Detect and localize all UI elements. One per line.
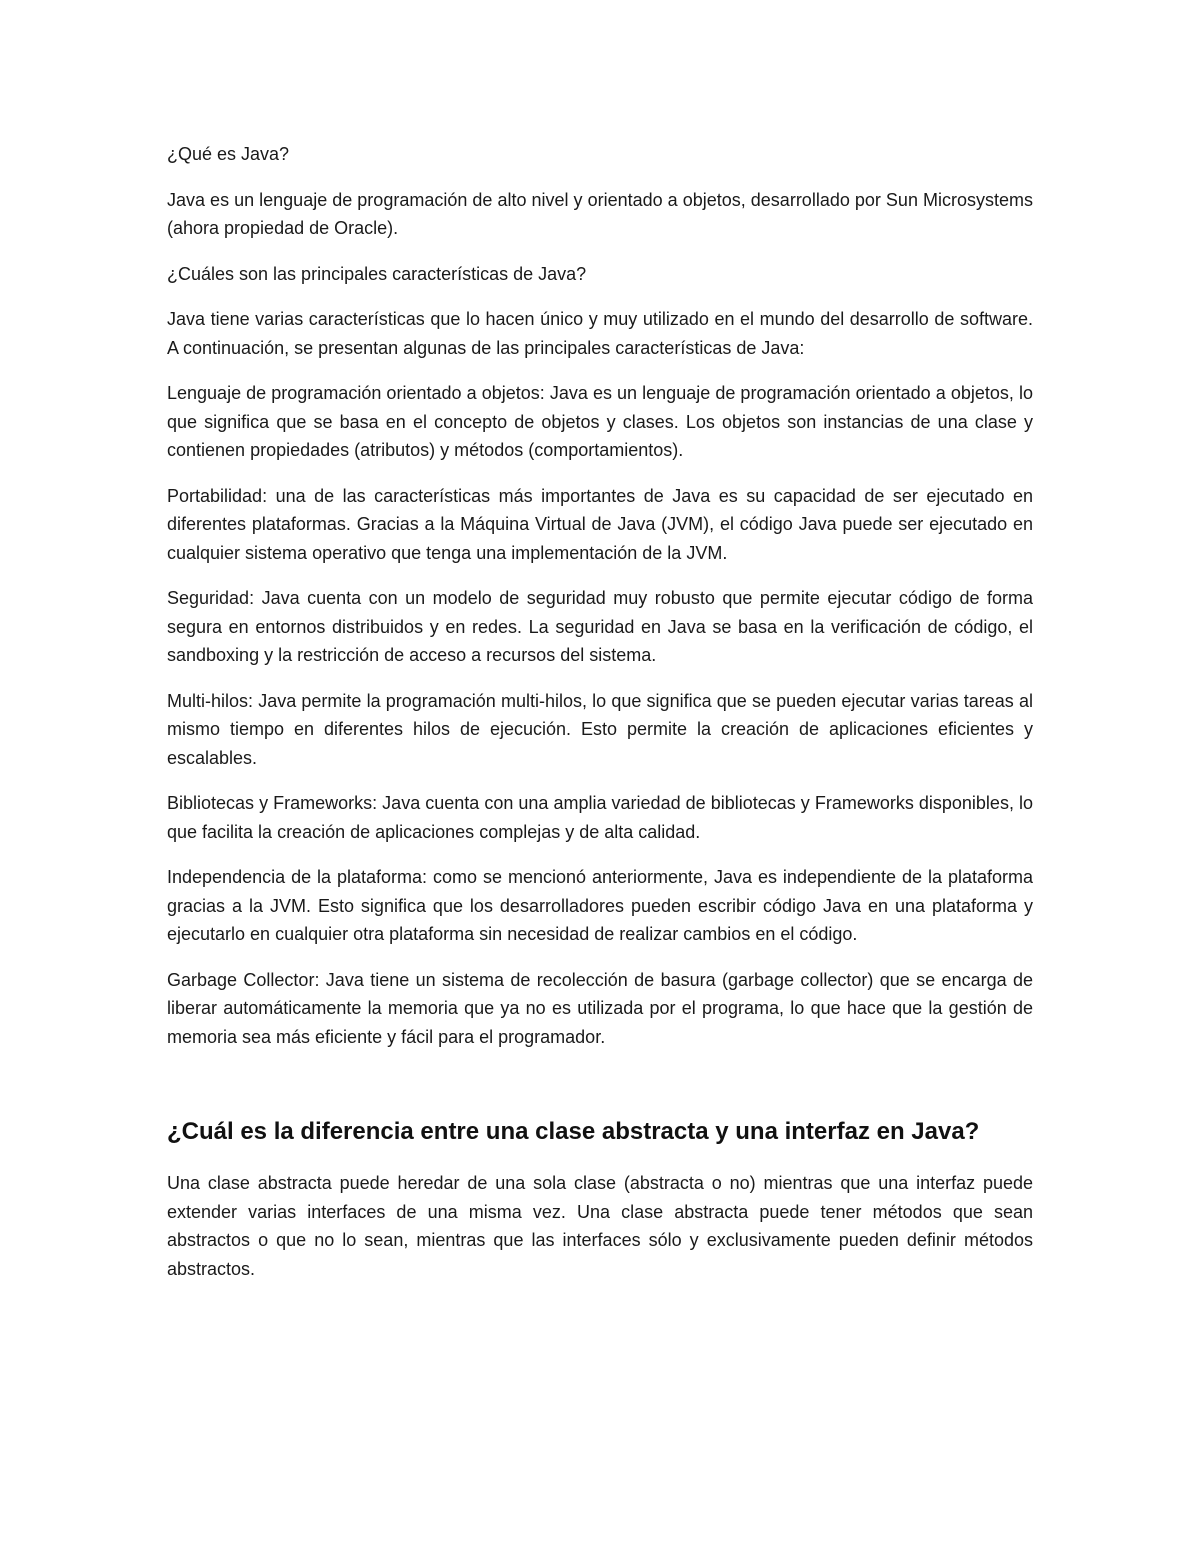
feature-oop: Lenguaje de programación orientado a objetos: Java es un lenguaje de programación orientado a objetos, lo que significa que se basa en el concepto de objetos y clases. Los objetos son instancias de una clase y contienen propiedades (atributos) y métodos (comportamientos). (167, 383, 1033, 460)
feature-security: Seguridad: Java cuenta con un modelo de seguridad muy robusto que permite ejecutar código de forma segura en entornos distribuidos y en redes. La seguridad en Java se basa en la verificación de código, el sandboxing y la restricción de acceso a recursos del sistema. (167, 588, 1033, 665)
feature-multithreading: Multi-hilos: Java permite la programación multi-hilos, lo que significa que se pueden ejecutar varias tareas al mismo tiempo en diferentes hilos de ejecución. Esto permite la creación de aplicaciones eficientes y escalables. (167, 690, 1033, 768)
paragraph-java-definition: Java es un lenguaje de programación de alto nivel y orientado a objetos, desarrollado por Sun Microsystems (ahora propiedad de Oracle). (167, 189, 1033, 238)
question-what-is-java: ¿Qué es Java? (167, 144, 290, 164)
feature-libraries-frameworks: Bibliotecas y Frameworks: Java cuenta con una amplia variedad de bibliotecas y Frameworks disponibles, lo que facilita la creación de aplicaciones complejas y de alta calidad. (167, 793, 1033, 842)
question-main-features: ¿Cuáles son las principales características de Java? (167, 263, 587, 284)
section-heading-abstract-vs-interface: ¿Cuál es la diferencia entre una clase abstracta y una interfaz en Java? (167, 1118, 980, 1145)
paragraph-abstract-vs-interface: Una clase abstracta puede heredar de una sola clase (abstracta o no) mientras que una interfaz puede extender varias interfaces de una misma vez. Una clase abstracta puede tener métodos que sean abstractos o que no lo sean, mientras que las interfaces sólo y exclusivamente pueden definir métodos abstractos. (167, 1173, 1033, 1279)
section-spacer (167, 1068, 1033, 1116)
feature-portability: Portabilidad: una de las características más importantes de Java es su capacidad de ser ejecutado en diferentes plataformas. Gracias a la Máquina Virtual de Java (JVM), el código Java puede ser ejecutado en cualquier sistema operativo que tenga una implementación de la JVM. (167, 485, 1033, 563)
feature-garbage-collector: Garbage Collector: Java tiene un sistema de recolección de basura (garbage collector) que se encarga de liberar automáticamente la memoria que ya no es utilizada por el programa, lo que hace que la gestión de memoria sea más eficiente y fácil para el programador. (167, 969, 1033, 1047)
paragraph-features-intro: Java tiene varias características que lo hacen único y muy utilizado en el mundo del desarrollo de software. A continuación, se presentan algunas de las principales características de Java: (167, 309, 1033, 358)
document-body (167, 140, 1033, 1300)
feature-platform-independence: Independencia de la plataforma: como se mencionó anteriormente, Java es independiente de la plataforma gracias a la JVM. Esto significa que los desarrolladores pueden escribir código Java en una plataforma y ejecutarlo en cualquier otra plataforma sin necesidad de realizar cambios en el código. (167, 867, 1033, 944)
